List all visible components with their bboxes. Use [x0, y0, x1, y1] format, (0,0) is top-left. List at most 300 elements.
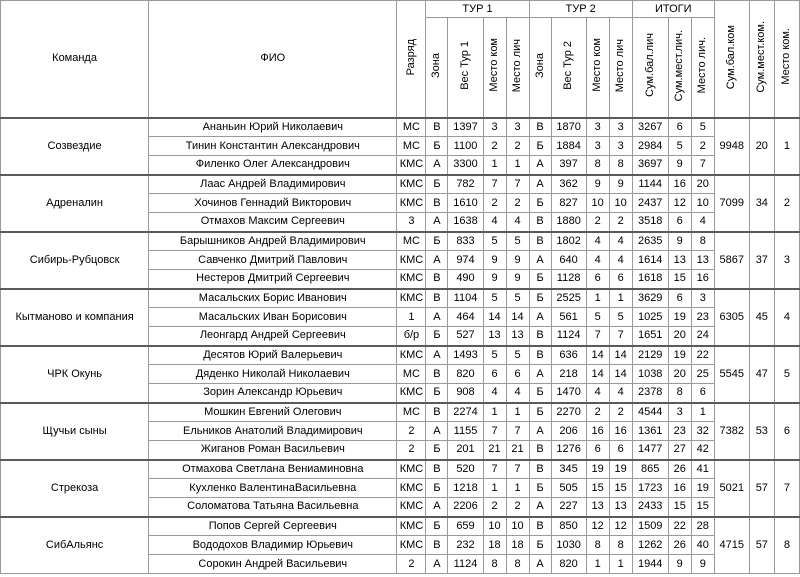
place-team2-cell: 12 — [586, 517, 609, 536]
place-team1-cell: 10 — [483, 517, 506, 536]
weight2-cell: 1880 — [551, 213, 586, 232]
place-ind-total-cell: 16 — [691, 270, 714, 289]
sum-pts-cell: 1038 — [632, 365, 668, 384]
zone1-cell: Б — [426, 137, 448, 156]
place-ind2-cell: 14 — [609, 346, 632, 365]
place-ind-total-cell: 4 — [691, 213, 714, 232]
sum-places-cell: 22 — [668, 517, 691, 536]
zone1-cell: В — [426, 118, 448, 137]
place-ind1-cell: 2 — [506, 498, 529, 517]
place-ind1-cell: 5 — [506, 346, 529, 365]
place-ind1-cell: 5 — [506, 232, 529, 251]
sum-pts-cell: 2437 — [632, 194, 668, 213]
place-team2-cell: 8 — [586, 156, 609, 175]
fio-cell: Десятов Юрий Валерьевич — [149, 346, 397, 365]
weight1-cell: 2274 — [448, 403, 483, 422]
place-ind-total-cell: 41 — [691, 460, 714, 479]
rank-cell: 2 — [397, 422, 426, 441]
place-team1-cell: 9 — [483, 251, 506, 270]
place-ind1-cell: 4 — [506, 384, 529, 403]
header-place-team-1: Место ком — [483, 18, 506, 118]
place-ind2-cell: 19 — [609, 460, 632, 479]
sum-pts-cell: 1944 — [632, 555, 668, 574]
weight2-cell: 1128 — [551, 270, 586, 289]
sum-pts-cell: 3697 — [632, 156, 668, 175]
rank-cell: КМС — [397, 479, 426, 498]
weight2-cell: 345 — [551, 460, 586, 479]
place-ind2-cell: 4 — [609, 232, 632, 251]
place-team1-cell: 21 — [483, 441, 506, 460]
place-team1-cell: 9 — [483, 270, 506, 289]
fio-cell: Дяденко Николай Николаевич — [149, 365, 397, 384]
team-sum-pts-cell: 7099 — [714, 175, 749, 232]
sum-pts-cell: 1509 — [632, 517, 668, 536]
zone2-cell: В — [529, 517, 551, 536]
zone2-cell: Б — [529, 289, 551, 308]
place-ind2-cell: 8 — [609, 536, 632, 555]
team-place-cell: 6 — [774, 403, 799, 460]
place-ind-total-cell: 15 — [691, 498, 714, 517]
place-ind1-cell: 6 — [506, 365, 529, 384]
sum-places-cell: 3 — [668, 403, 691, 422]
place-team1-cell: 1 — [483, 403, 506, 422]
fio-cell: Барышников Андрей Владимирович — [149, 232, 397, 251]
sum-places-cell: 19 — [668, 346, 691, 365]
weight1-cell: 1104 — [448, 289, 483, 308]
sum-pts-cell: 865 — [632, 460, 668, 479]
zone2-cell: Б — [529, 194, 551, 213]
place-team1-cell: 6 — [483, 365, 506, 384]
place-ind1-cell: 14 — [506, 308, 529, 327]
sum-places-cell: 5 — [668, 137, 691, 156]
place-team2-cell: 10 — [586, 194, 609, 213]
fio-cell: Савченко Дмитрий Павлович — [149, 251, 397, 270]
fio-cell: Мошкин Евгений Олегович — [149, 403, 397, 422]
place-team1-cell: 7 — [483, 422, 506, 441]
team-sum-pts-cell: 5545 — [714, 346, 749, 403]
team-place-cell: 8 — [774, 517, 799, 574]
place-team1-cell: 14 — [483, 308, 506, 327]
weight2-cell: 397 — [551, 156, 586, 175]
sum-pts-cell: 1651 — [632, 327, 668, 346]
zone1-cell: А — [426, 251, 448, 270]
header-tour2: ТУР 2 — [529, 1, 632, 18]
place-ind-total-cell: 19 — [691, 479, 714, 498]
fio-cell: Отмахова Светлана Вениаминовна — [149, 460, 397, 479]
weight1-cell: 527 — [448, 327, 483, 346]
weight1-cell: 820 — [448, 365, 483, 384]
place-team2-cell: 14 — [586, 346, 609, 365]
place-ind1-cell: 13 — [506, 327, 529, 346]
sum-places-cell: 16 — [668, 479, 691, 498]
zone1-cell: Б — [426, 479, 448, 498]
fio-cell: Ельников Анатолий Владимирович — [149, 422, 397, 441]
sum-pts-cell: 3629 — [632, 289, 668, 308]
weight1-cell: 1218 — [448, 479, 483, 498]
place-team1-cell: 7 — [483, 175, 506, 194]
place-team2-cell: 7 — [586, 327, 609, 346]
zone2-cell: В — [529, 118, 551, 137]
weight1-cell: 1493 — [448, 346, 483, 365]
table-row — [1, 460, 800, 479]
zone1-cell: Б — [426, 232, 448, 251]
rank-cell: КМС — [397, 346, 426, 365]
place-ind2-cell: 4 — [609, 251, 632, 270]
header-sum-places-ind: Сум.мест.лич. — [668, 18, 691, 118]
rank-cell: КМС — [397, 536, 426, 555]
place-team2-cell: 2 — [586, 403, 609, 422]
place-ind2-cell: 10 — [609, 194, 632, 213]
header-zone-2: Зона — [529, 18, 551, 118]
place-ind1-cell: 9 — [506, 270, 529, 289]
weight2-cell: 362 — [551, 175, 586, 194]
table-row — [1, 346, 800, 365]
zone2-cell: А — [529, 422, 551, 441]
team-sum-places-cell: 37 — [749, 232, 774, 289]
weight1-cell: 520 — [448, 460, 483, 479]
weight2-cell: 206 — [551, 422, 586, 441]
zone1-cell: А — [426, 555, 448, 574]
weight2-cell: 505 — [551, 479, 586, 498]
rank-cell: КМС — [397, 498, 426, 517]
header-team: Команда — [1, 1, 149, 118]
rank-cell: КМС — [397, 270, 426, 289]
zone2-cell: В — [529, 327, 551, 346]
zone1-cell: Б — [426, 384, 448, 403]
rank-cell: МС — [397, 118, 426, 137]
place-ind1-cell: 10 — [506, 517, 529, 536]
rank-cell: 2 — [397, 555, 426, 574]
zone2-cell: Б — [529, 137, 551, 156]
fio-cell: Масальских Иван Борисович — [149, 308, 397, 327]
place-team1-cell: 18 — [483, 536, 506, 555]
place-ind2-cell: 13 — [609, 498, 632, 517]
zone1-cell: В — [426, 403, 448, 422]
place-team2-cell: 1 — [586, 555, 609, 574]
sum-pts-cell: 1723 — [632, 479, 668, 498]
weight1-cell: 2206 — [448, 498, 483, 517]
place-ind-total-cell: 2 — [691, 137, 714, 156]
fio-cell: Леонгард Андрей Сергеевич — [149, 327, 397, 346]
place-ind2-cell: 4 — [609, 384, 632, 403]
team-sum-pts-cell: 9948 — [714, 118, 749, 175]
place-team2-cell: 14 — [586, 365, 609, 384]
zone1-cell: А — [426, 422, 448, 441]
sum-places-cell: 13 — [668, 251, 691, 270]
place-team2-cell: 8 — [586, 536, 609, 555]
place-team2-cell: 4 — [586, 251, 609, 270]
weight2-cell: 850 — [551, 517, 586, 536]
place-ind-total-cell: 22 — [691, 346, 714, 365]
team-place-cell: 1 — [774, 118, 799, 175]
header-zone-1: Зона — [426, 18, 448, 118]
place-team2-cell: 3 — [586, 118, 609, 137]
rank-cell: КМС — [397, 517, 426, 536]
rank-cell: 2 — [397, 441, 426, 460]
place-ind2-cell: 6 — [609, 441, 632, 460]
weight1-cell: 974 — [448, 251, 483, 270]
sum-pts-cell: 1614 — [632, 251, 668, 270]
place-team1-cell: 8 — [483, 555, 506, 574]
sum-places-cell: 6 — [668, 118, 691, 137]
zone2-cell: Б — [529, 384, 551, 403]
place-team2-cell: 16 — [586, 422, 609, 441]
sum-places-cell: 12 — [668, 194, 691, 213]
place-ind-total-cell: 25 — [691, 365, 714, 384]
rank-cell: КМС — [397, 460, 426, 479]
team-name-cell: Кытманово и компания — [1, 289, 149, 346]
table-body — [1, 118, 800, 574]
sum-places-cell: 20 — [668, 327, 691, 346]
table-row — [1, 175, 800, 194]
team-name-cell: Созвездие — [1, 118, 149, 175]
weight2-cell: 1124 — [551, 327, 586, 346]
fio-cell: Отмахов Максим Сергеевич — [149, 213, 397, 232]
weight2-cell: 1870 — [551, 118, 586, 137]
zone1-cell: В — [426, 460, 448, 479]
place-ind2-cell: 3 — [609, 137, 632, 156]
weight2-cell: 2270 — [551, 403, 586, 422]
header-weight-2: Вес Тур 2 — [551, 18, 586, 118]
header-tour1: ТУР 1 — [426, 1, 529, 18]
place-team1-cell: 2 — [483, 194, 506, 213]
team-sum-pts-cell: 6305 — [714, 289, 749, 346]
table-header — [1, 1, 800, 118]
place-ind-total-cell: 40 — [691, 536, 714, 555]
team-name-cell: Стрекоза — [1, 460, 149, 517]
sum-pts-cell: 2129 — [632, 346, 668, 365]
rank-cell: КМС — [397, 194, 426, 213]
zone2-cell: А — [529, 498, 551, 517]
header-totals: ИТОГИ — [632, 1, 714, 18]
sum-pts-cell: 3267 — [632, 118, 668, 137]
place-ind2-cell: 2 — [609, 403, 632, 422]
header-place-ind-1: Место лич — [506, 18, 529, 118]
team-sum-places-cell: 57 — [749, 517, 774, 574]
zone2-cell: В — [529, 460, 551, 479]
team-sum-places-cell: 53 — [749, 403, 774, 460]
header-fio: ФИО — [149, 1, 397, 118]
header-sum-pts-team: Сум.бал.ком — [714, 1, 749, 118]
team-name-cell: ЧРК Окунь — [1, 346, 149, 403]
header-place-ind-total: Место лич. — [691, 18, 714, 118]
zone2-cell: В — [529, 213, 551, 232]
fio-cell: Жиганов Роман Васильевич — [149, 441, 397, 460]
place-ind1-cell: 1 — [506, 156, 529, 175]
weight2-cell: 1884 — [551, 137, 586, 156]
rank-cell: КМС — [397, 156, 426, 175]
sum-pts-cell: 2433 — [632, 498, 668, 517]
team-place-cell: 4 — [774, 289, 799, 346]
place-ind-total-cell: 7 — [691, 156, 714, 175]
place-ind1-cell: 18 — [506, 536, 529, 555]
header-place-ind-2: Место лич — [609, 18, 632, 118]
sum-pts-cell: 2378 — [632, 384, 668, 403]
fio-cell: Хочинов Геннадий Викторович — [149, 194, 397, 213]
team-place-cell: 3 — [774, 232, 799, 289]
fio-cell: Кухленко ВалентинаВасильевна — [149, 479, 397, 498]
header-weight-1: Вес Тур 1 — [448, 18, 483, 118]
sum-places-cell: 19 — [668, 308, 691, 327]
place-ind1-cell: 21 — [506, 441, 529, 460]
place-ind-total-cell: 6 — [691, 384, 714, 403]
fio-cell: Ананьин Юрий Николаевич — [149, 118, 397, 137]
place-ind2-cell: 6 — [609, 270, 632, 289]
place-team1-cell: 3 — [483, 118, 506, 137]
zone2-cell: А — [529, 156, 551, 175]
place-ind2-cell: 9 — [609, 175, 632, 194]
sum-places-cell: 9 — [668, 156, 691, 175]
place-ind-total-cell: 1 — [691, 403, 714, 422]
rank-cell: МС — [397, 365, 426, 384]
team-name-cell: Щучьи сыны — [1, 403, 149, 460]
place-ind1-cell: 1 — [506, 403, 529, 422]
sum-places-cell: 6 — [668, 289, 691, 308]
sum-places-cell: 9 — [668, 232, 691, 251]
rank-cell: КМС — [397, 251, 426, 270]
place-team1-cell: 1 — [483, 156, 506, 175]
sum-places-cell: 26 — [668, 460, 691, 479]
place-team1-cell: 2 — [483, 137, 506, 156]
rank-cell: КМС — [397, 175, 426, 194]
place-ind2-cell: 2 — [609, 213, 632, 232]
team-name-cell: Адреналин — [1, 175, 149, 232]
place-ind2-cell: 16 — [609, 422, 632, 441]
weight2-cell: 636 — [551, 346, 586, 365]
place-ind-total-cell: 3 — [691, 289, 714, 308]
weight1-cell: 464 — [448, 308, 483, 327]
place-team2-cell: 13 — [586, 498, 609, 517]
fio-cell: Лаас Андрей Владимирович — [149, 175, 397, 194]
sum-pts-cell: 1144 — [632, 175, 668, 194]
weight1-cell: 490 — [448, 270, 483, 289]
weight2-cell: 1802 — [551, 232, 586, 251]
sum-pts-cell: 1025 — [632, 308, 668, 327]
zone1-cell: В — [426, 536, 448, 555]
sum-pts-cell: 1361 — [632, 422, 668, 441]
place-ind-total-cell: 8 — [691, 232, 714, 251]
zone1-cell: А — [426, 213, 448, 232]
weight1-cell: 833 — [448, 232, 483, 251]
team-name-cell: СибАльянс — [1, 517, 149, 574]
rank-cell: КМС — [397, 289, 426, 308]
fio-cell: Филенко Олег Александрович — [149, 156, 397, 175]
team-sum-places-cell: 20 — [749, 118, 774, 175]
zone2-cell: В — [529, 346, 551, 365]
sum-pts-cell: 1618 — [632, 270, 668, 289]
sum-places-cell: 6 — [668, 213, 691, 232]
team-sum-places-cell: 57 — [749, 460, 774, 517]
rank-cell: б/р — [397, 327, 426, 346]
zone2-cell: А — [529, 175, 551, 194]
rank-cell: МС — [397, 403, 426, 422]
place-team1-cell: 7 — [483, 460, 506, 479]
sum-places-cell: 26 — [668, 536, 691, 555]
zone2-cell: А — [529, 251, 551, 270]
sum-places-cell: 8 — [668, 384, 691, 403]
sum-pts-cell: 2984 — [632, 137, 668, 156]
header-place-team-2: Место ком — [586, 18, 609, 118]
sum-places-cell: 23 — [668, 422, 691, 441]
place-team1-cell: 2 — [483, 498, 506, 517]
zone1-cell: Б — [426, 517, 448, 536]
place-ind2-cell: 15 — [609, 479, 632, 498]
place-ind2-cell: 5 — [609, 308, 632, 327]
fio-cell: Масальских Борис Иванович — [149, 289, 397, 308]
place-team2-cell: 2 — [586, 213, 609, 232]
weight2-cell: 827 — [551, 194, 586, 213]
place-team2-cell: 15 — [586, 479, 609, 498]
zone1-cell: В — [426, 365, 448, 384]
place-team2-cell: 3 — [586, 137, 609, 156]
place-ind1-cell: 9 — [506, 251, 529, 270]
weight1-cell: 659 — [448, 517, 483, 536]
team-place-cell: 7 — [774, 460, 799, 517]
team-sum-places-cell: 47 — [749, 346, 774, 403]
place-ind2-cell: 3 — [609, 118, 632, 137]
fio-cell: Тинин Константин Александрович — [149, 137, 397, 156]
team-sum-pts-cell: 5021 — [714, 460, 749, 517]
place-ind2-cell: 7 — [609, 327, 632, 346]
zone1-cell: В — [426, 194, 448, 213]
place-ind-total-cell: 20 — [691, 175, 714, 194]
place-ind1-cell: 2 — [506, 137, 529, 156]
zone2-cell: В — [529, 441, 551, 460]
weight1-cell: 1610 — [448, 194, 483, 213]
place-ind-total-cell: 42 — [691, 441, 714, 460]
place-team2-cell: 4 — [586, 232, 609, 251]
header-sum-pts: Сум.бал.лич — [632, 18, 668, 118]
zone1-cell: А — [426, 498, 448, 517]
place-team2-cell: 4 — [586, 384, 609, 403]
sum-pts-cell: 2635 — [632, 232, 668, 251]
weight2-cell: 1030 — [551, 536, 586, 555]
place-team1-cell: 4 — [483, 384, 506, 403]
weight1-cell: 782 — [448, 175, 483, 194]
sum-pts-cell: 1477 — [632, 441, 668, 460]
zone2-cell: Б — [529, 536, 551, 555]
weight1-cell: 1638 — [448, 213, 483, 232]
zone1-cell: Б — [426, 327, 448, 346]
table-row — [1, 232, 800, 251]
place-ind1-cell: 7 — [506, 175, 529, 194]
rank-cell: 3 — [397, 213, 426, 232]
table-row — [1, 118, 800, 137]
team-sum-places-cell: 45 — [749, 289, 774, 346]
place-ind2-cell: 12 — [609, 517, 632, 536]
place-ind1-cell: 5 — [506, 289, 529, 308]
place-ind2-cell: 8 — [609, 156, 632, 175]
place-team1-cell: 4 — [483, 213, 506, 232]
place-team2-cell: 6 — [586, 441, 609, 460]
zone1-cell: Б — [426, 175, 448, 194]
place-ind-total-cell: 9 — [691, 555, 714, 574]
place-ind1-cell: 4 — [506, 213, 529, 232]
place-team1-cell: 5 — [483, 289, 506, 308]
zone1-cell: В — [426, 270, 448, 289]
weight2-cell: 820 — [551, 555, 586, 574]
place-team1-cell: 5 — [483, 346, 506, 365]
rank-cell: 1 — [397, 308, 426, 327]
place-team1-cell: 1 — [483, 479, 506, 498]
fio-cell: Нестеров Дмитрий Сергеевич — [149, 270, 397, 289]
fio-cell: Вододохов Владимир Юрьевич — [149, 536, 397, 555]
fio-cell: Зорин Александр Юрьевич — [149, 384, 397, 403]
place-ind1-cell: 3 — [506, 118, 529, 137]
weight1-cell: 1124 — [448, 555, 483, 574]
zone1-cell: Б — [426, 441, 448, 460]
place-ind-total-cell: 13 — [691, 251, 714, 270]
